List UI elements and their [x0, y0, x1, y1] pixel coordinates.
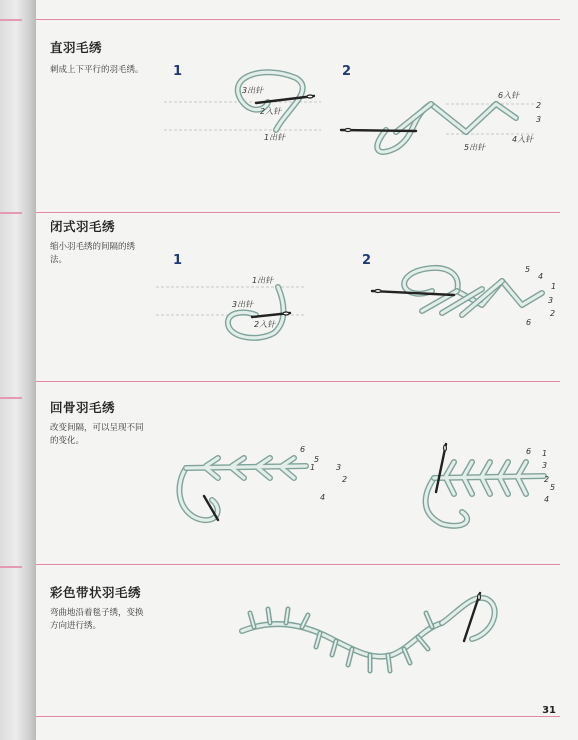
section-title: 彩色带状羽毛绣 [50, 585, 142, 600]
stitch-label: 4 [544, 495, 550, 504]
stitch-label: 5 [550, 483, 556, 492]
stitch-diagram-step-1 [156, 271, 326, 361]
stitch-label: 2入针 [254, 320, 276, 329]
step-number: 1 [173, 253, 183, 268]
section-title: 直羽毛绣 [50, 40, 103, 55]
stitch-label: 3出针 [232, 300, 254, 309]
stitch-label: 3 [542, 461, 548, 470]
stitch-label: 1出针 [264, 133, 286, 142]
section-ribbon-feather [36, 565, 560, 716]
stitch-label: 5出针 [464, 143, 486, 152]
stitch-label: 6入针 [498, 91, 520, 100]
stitch-label: 2入针 [260, 107, 282, 116]
stitch-label: 1 [310, 463, 316, 472]
stitch-label: 5 [314, 455, 320, 464]
stitch-label: 2 [544, 475, 550, 484]
page-gutter [0, 0, 36, 740]
stitch-label: 3 [336, 463, 342, 472]
stitch-label: 1 [542, 449, 548, 458]
divider-rule [36, 716, 560, 717]
section-closed-feather [36, 213, 560, 381]
stitch-label: 6 [526, 447, 532, 456]
stitch-label: 3出针 [242, 86, 264, 95]
stitch-diagram-wavy [232, 583, 512, 693]
stitch-label: 5 [525, 265, 531, 274]
stitch-diagram-right [384, 438, 574, 538]
section-description: 改变间隔，可以呈现不同的变化。 [50, 423, 144, 446]
stitch-diagram-step-1 [156, 70, 326, 180]
stitch-label: 4 [538, 272, 544, 281]
stitch-diagram-step-2 [336, 88, 551, 178]
stitch-label: 1出针 [252, 276, 274, 285]
step-number: 2 [362, 253, 372, 268]
page-number: 31 [542, 705, 556, 716]
step-number: 1 [173, 64, 183, 79]
stitch-label: 2 [550, 309, 556, 318]
section-straight-feather [36, 20, 560, 212]
section-description: 缩小羽毛绣的间隔的绣法。 [50, 242, 136, 265]
section-title: 闭式羽毛绣 [50, 219, 116, 234]
stitch-label: 1 [551, 282, 557, 291]
stitch-label: 6 [526, 318, 532, 327]
step-number: 2 [342, 64, 352, 79]
stitch-label: 3 [548, 296, 554, 305]
stitch-label: 4 [320, 493, 326, 502]
stitch-diagram-left [166, 438, 366, 538]
stitch-label: 4入针 [512, 135, 534, 144]
stitch-label: 6 [300, 445, 306, 454]
section-description: 弯曲地沿着毯子绣，变换方向进行绣。 [50, 608, 144, 631]
stitch-label: 3 [536, 115, 542, 124]
section-title: 回骨羽毛绣 [50, 400, 116, 415]
stitch-label: 2 [342, 475, 348, 484]
section-cretan-variation [36, 382, 560, 564]
stitch-diagram-step-2 [362, 261, 562, 341]
section-description: 刺成上下平行的羽毛绣。 [50, 65, 144, 75]
stitch-label: 2 [536, 101, 542, 110]
